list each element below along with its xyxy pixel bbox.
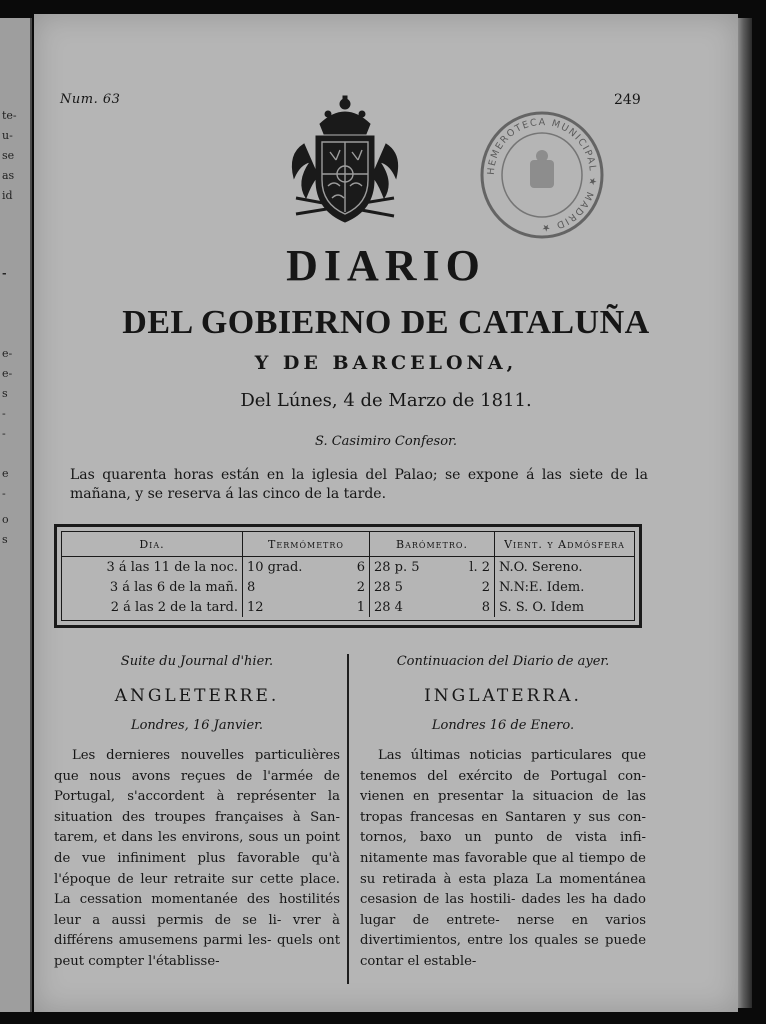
cell-baro-lines: l. 2 [469, 559, 490, 575]
article-line: point de vue infiniment plus favorable [54, 830, 340, 866]
page-edge-shadow [738, 18, 752, 1008]
article-line: nerse en varios divertimientos, entre [360, 912, 646, 949]
prev-fragment: e- [2, 367, 13, 380]
article-line: qu'à l'époque de leur retraite sur cette [54, 850, 340, 887]
french-column [54, 654, 340, 973]
masthead-subtitle-2: Y DE BARCELONA, [254, 352, 518, 374]
prev-fragment: se [2, 149, 15, 162]
table-row [62, 557, 634, 578]
cell-baro: 28 4 [374, 599, 403, 615]
issue-date: Del Lúnes, 4 de Marzo de 1811. [240, 390, 532, 411]
prev-fragment: - [2, 487, 6, 500]
royal-crest-icon [284, 94, 406, 232]
article-line: Las últimas noticias particulares que [378, 748, 646, 763]
dateline: Londres, 16 Janvier. [130, 718, 264, 733]
cell-viento: N.N:E. Idem. [499, 579, 585, 595]
continuation-heading: Suite du Journal d'hier. [120, 654, 274, 669]
newspaper-page [34, 14, 738, 1012]
prev-fragment: s [2, 533, 8, 546]
article-line: nitamente mas favorable que al [360, 850, 579, 866]
article-body [54, 746, 340, 973]
cell-viento: N.O. Sereno. [499, 559, 583, 575]
prev-fragment: as [2, 169, 15, 182]
table-row [62, 577, 634, 597]
page-number: 249 [614, 92, 641, 108]
header-viento: Vient. y Admósfera [495, 532, 635, 557]
article-line: hostilités leur a aussi permis de se li- [54, 892, 340, 928]
article-line: tiempo de su retirada à esta plaza La [360, 850, 646, 887]
article-body [360, 746, 646, 973]
article-line: que nous avons reçues de l'armée de [54, 768, 340, 784]
header-termometro: Termómetro [243, 532, 370, 557]
prev-fragment: u- [2, 129, 13, 142]
prev-fragment: te- [2, 109, 17, 122]
article-line: dades les ha dado lugar de entrete- [360, 892, 646, 928]
cell-term: 8 [247, 579, 256, 595]
article-line: Portugal, s'accordent à représenter la [54, 789, 340, 805]
previous-page-edge [0, 18, 32, 1012]
column-divider [347, 654, 349, 984]
cell-term: 12 [247, 599, 264, 615]
library-stamp-icon [478, 110, 606, 240]
article-line: tornos, baxo un punto de vista infi- [360, 830, 646, 846]
article-line: tropas francesas en Santaren y sus con- [360, 809, 646, 825]
cell-baro: 28 p. 5 [374, 559, 420, 575]
prev-fragment: - [2, 427, 6, 440]
cell-term: 10 grad. [247, 559, 303, 575]
cell-dia: 3 á las 11 de la noc. [62, 557, 243, 578]
continuation-heading: Continuacion del Diario de ayer. [396, 654, 610, 669]
article-line: vrer à différens amusemens parmi les- [54, 912, 341, 949]
cell-baro-lines: 2 [481, 579, 490, 595]
cell-baro-lines: 8 [481, 599, 490, 615]
weather-table-frame [54, 524, 642, 628]
church-notice: Las quarenta horas están en la iglesia del Palao; se expone á las siete de la mañana, y se reserva á las cinco de la tarde. [70, 467, 648, 502]
article-line: quels ont peut compter l'établisse- [54, 933, 340, 969]
prev-fragment: - [2, 407, 6, 420]
article-line: Les dernieres nouvelles particulières [72, 748, 340, 763]
header-barometro: Barómetro. [370, 532, 495, 557]
masthead-title: DIARIO [286, 241, 486, 290]
cell-dia: 2 á las 2 de la tard. [62, 597, 243, 617]
country-heading: INGLATERRA. [424, 686, 582, 706]
prev-fragment: e [2, 467, 9, 480]
cell-viento: S. S. O. Idem [499, 599, 585, 615]
article-line: los quales se puede contar el estable- [360, 933, 646, 969]
weather-table [62, 532, 634, 617]
cell-dia: 3 á las 6 de la mañ. [62, 577, 243, 597]
article-line: place. La cessation momentanée des [54, 871, 340, 908]
article-line: situation des troupes françaises à San- [54, 809, 340, 825]
prev-fragment: s [2, 387, 8, 400]
article-line: tarem, et dans les environs, sous un [54, 830, 306, 846]
table-row [62, 597, 634, 617]
cell-term-frac: 2 [356, 579, 365, 595]
prev-fragment: o [2, 513, 9, 526]
stamp-text: HEMEROTECA MUNICIPAL ★ MADRID ★ [485, 116, 599, 234]
saint-of-day: S. Casimiro Confesor. [315, 434, 457, 449]
cell-term-frac: 6 [356, 559, 365, 575]
issue-number: Num. 63 [60, 92, 121, 107]
article-line: vienen en presentar la situacion de las [360, 789, 646, 805]
masthead-subtitle: DEL GOBIERNO DE CATALUÑA [122, 304, 650, 341]
article-line: momentánea cesasion de las hostili- [360, 871, 646, 908]
cell-baro: 28 5 [374, 579, 403, 595]
prev-fragment: id [2, 189, 13, 202]
dateline: Londres 16 de Enero. [431, 718, 575, 733]
prev-fragment: e- [2, 347, 13, 360]
prev-fragment: - [2, 267, 7, 280]
cell-term-frac: 1 [356, 599, 365, 615]
country-heading: ANGLETERRE. [114, 686, 280, 706]
header-dia: Dia. [62, 532, 243, 557]
article-line: tenemos del exército de Portugal con- [360, 768, 646, 784]
spanish-column [360, 654, 646, 973]
